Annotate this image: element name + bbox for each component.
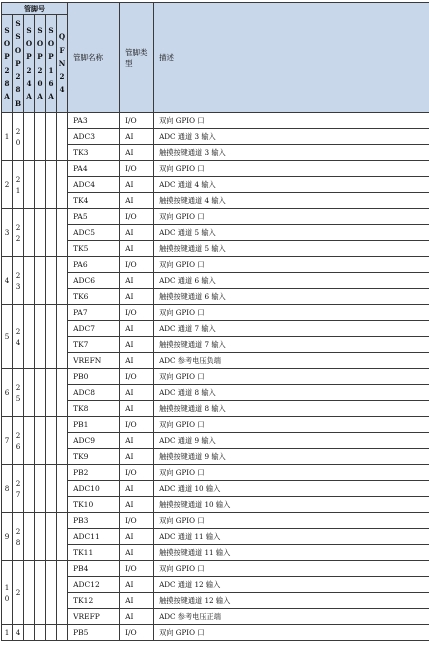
pin-type: AI xyxy=(120,529,154,545)
pin-sop20a xyxy=(35,161,46,209)
pin-sop28a xyxy=(2,305,13,369)
pin-type: AI xyxy=(120,497,154,513)
pin-sop28a-value: 3 xyxy=(4,228,10,237)
pin-sop16a xyxy=(46,209,57,257)
pin-sop28a xyxy=(2,417,13,465)
pin-qfn24 xyxy=(57,625,68,641)
table-row xyxy=(2,417,429,433)
package-header-ssop28b xyxy=(13,15,24,113)
pin-sop24a xyxy=(24,305,35,369)
pin-name: ADC7 xyxy=(68,321,120,337)
pin-ssop28b-value: 2 xyxy=(15,588,21,597)
pin-ssop28b-value: 2 5 xyxy=(15,382,21,403)
pin-qfn24 xyxy=(57,161,68,209)
pin-type: AI xyxy=(120,177,154,193)
pin-name: TK6 xyxy=(68,289,120,305)
pin-name: TK11 xyxy=(68,545,120,561)
pin-type: I/O xyxy=(120,305,154,321)
table-row xyxy=(2,369,429,385)
pin-sop28a xyxy=(2,465,13,513)
pin-name: ADC5 xyxy=(68,225,120,241)
pin-sop28a-value: 1 xyxy=(4,628,10,637)
pin-name: PA6 xyxy=(68,257,120,273)
pin-name: PA4 xyxy=(68,161,120,177)
pin-sop24a xyxy=(24,513,35,561)
pin-sop28a xyxy=(2,113,13,161)
pin-sop16a xyxy=(46,113,57,161)
pin-name: TK5 xyxy=(68,241,120,257)
pin-name-header: 管脚名称 xyxy=(68,3,120,113)
pin-description: 双向 GPIO 口 xyxy=(154,257,429,273)
pin-table-body xyxy=(2,113,429,641)
pin-type-header: 管脚类型 xyxy=(120,3,154,113)
pin-sop20a xyxy=(35,257,46,305)
pin-ssop28b xyxy=(13,161,24,209)
pin-name: ADC9 xyxy=(68,433,120,449)
pin-description: 双向 GPIO 口 xyxy=(154,561,429,577)
pin-ssop28b-value: 2 2 xyxy=(15,222,21,243)
pin-sop20a xyxy=(35,209,46,257)
pin-sop28a-value: 1 0 xyxy=(4,582,10,603)
pin-name: PB2 xyxy=(68,465,120,481)
pin-description: 双向 GPIO 口 xyxy=(154,625,429,641)
pin-sop24a xyxy=(24,113,35,161)
pin-sop28a-value: 6 xyxy=(4,388,10,397)
pin-ssop28b xyxy=(13,209,24,257)
pin-sop20a xyxy=(35,417,46,465)
pin-type: AI xyxy=(120,145,154,161)
pin-sop16a xyxy=(46,417,57,465)
pin-type: AI xyxy=(120,321,154,337)
pin-type: AI xyxy=(120,225,154,241)
pin-type: AI xyxy=(120,353,154,369)
pin-description: 触摸按键通道 8 输入 xyxy=(154,401,429,417)
pin-type: AI xyxy=(120,577,154,593)
pin-name: TK7 xyxy=(68,337,120,353)
pin-sop28a xyxy=(2,161,13,209)
pin-name: ADC11 xyxy=(68,529,120,545)
pin-sop16a xyxy=(46,625,57,641)
pin-qfn24 xyxy=(57,113,68,161)
pin-description: 触摸按键通道 10 输入 xyxy=(154,497,429,513)
pin-description: ADC 通道 12 输入 xyxy=(154,577,429,593)
pin-sop24a xyxy=(24,161,35,209)
pin-type: I/O xyxy=(120,113,154,129)
pin-description: ADC 通道 11 输入 xyxy=(154,529,429,545)
table-row xyxy=(2,561,429,577)
pin-type: I/O xyxy=(120,257,154,273)
pin-description: 触摸按键通道 3 输入 xyxy=(154,145,429,161)
pin-name: VREFP xyxy=(68,609,120,625)
pin-ssop28b xyxy=(13,417,24,465)
pin-sop24a xyxy=(24,257,35,305)
pin-description: ADC 通道 4 输入 xyxy=(154,177,429,193)
pin-description: 触摸按键通道 9 输入 xyxy=(154,449,429,465)
table-row xyxy=(2,113,429,129)
pin-type: AI xyxy=(120,449,154,465)
pin-sop20a xyxy=(35,369,46,417)
pin-qfn24 xyxy=(57,417,68,465)
pin-qfn24 xyxy=(57,465,68,513)
pin-ssop28b-value: 2 1 xyxy=(15,174,21,195)
pin-description: 双向 GPIO 口 xyxy=(154,113,429,129)
pin-description: ADC 通道 3 输入 xyxy=(154,129,429,145)
pin-name: ADC8 xyxy=(68,385,120,401)
pin-type: I/O xyxy=(120,417,154,433)
pin-sop20a xyxy=(35,625,46,641)
pin-type: I/O xyxy=(120,625,154,641)
pin-name: PA5 xyxy=(68,209,120,225)
pin-type: I/O xyxy=(120,561,154,577)
package-header-sop20a xyxy=(35,15,46,113)
pin-sop24a xyxy=(24,417,35,465)
pin-description: ADC 通道 6 输入 xyxy=(154,273,429,289)
pin-name: PA7 xyxy=(68,305,120,321)
pin-sop28a xyxy=(2,625,13,641)
pin-name: PB3 xyxy=(68,513,120,529)
pin-type: I/O xyxy=(120,161,154,177)
pin-sop24a xyxy=(24,209,35,257)
pin-sop20a xyxy=(35,465,46,513)
pin-sop16a xyxy=(46,369,57,417)
pin-sop16a xyxy=(46,561,57,625)
table-row xyxy=(2,305,429,321)
pin-type: I/O xyxy=(120,369,154,385)
pin-sop28a-value: 2 xyxy=(4,180,10,189)
pin-ssop28b xyxy=(13,561,24,625)
package-label: S O P 1 6 A xyxy=(47,25,55,101)
pin-description: ADC 通道 8 输入 xyxy=(154,385,429,401)
pin-sop24a xyxy=(24,369,35,417)
pin-name: PB5 xyxy=(68,625,120,641)
pin-type: AI xyxy=(120,273,154,289)
pin-sop28a xyxy=(2,257,13,305)
pin-number-group-header: 管脚号 xyxy=(2,3,68,15)
pin-type: I/O xyxy=(120,209,154,225)
pin-description: 触摸按键通道 7 输入 xyxy=(154,337,429,353)
pin-sop28a-value: 5 xyxy=(4,332,10,341)
pin-description: 双向 GPIO 口 xyxy=(154,161,429,177)
pin-name: TK8 xyxy=(68,401,120,417)
pin-ssop28b xyxy=(13,305,24,369)
table-row xyxy=(2,161,429,177)
table-row xyxy=(2,465,429,481)
pin-name: PB0 xyxy=(68,369,120,385)
pin-ssop28b-value: 2 6 xyxy=(15,430,21,451)
pin-type: I/O xyxy=(120,513,154,529)
pin-description: 触摸按键通道 12 输入 xyxy=(154,593,429,609)
pin-description: ADC 通道 5 输入 xyxy=(154,225,429,241)
pin-name: ADC4 xyxy=(68,177,120,193)
package-label: S O P 2 8 A xyxy=(3,25,11,101)
pin-ssop28b xyxy=(13,625,24,641)
pin-qfn24 xyxy=(57,305,68,369)
pin-description: 触摸按键通道 5 输入 xyxy=(154,241,429,257)
pin-sop16a xyxy=(46,465,57,513)
pin-name: PA3 xyxy=(68,113,120,129)
pin-type: AI xyxy=(120,385,154,401)
pin-sop20a xyxy=(35,561,46,625)
pin-description: ADC 参考电压正端 xyxy=(154,609,429,625)
pin-qfn24 xyxy=(57,369,68,417)
pin-type: AI xyxy=(120,433,154,449)
package-header-sop16a xyxy=(46,15,57,113)
table-row xyxy=(2,257,429,273)
pin-type: AI xyxy=(120,593,154,609)
pin-description: 触摸按键通道 6 输入 xyxy=(154,289,429,305)
pin-sop28a xyxy=(2,561,13,625)
pin-qfn24 xyxy=(57,561,68,625)
pin-qfn24 xyxy=(57,257,68,305)
pin-type: AI xyxy=(120,401,154,417)
pin-name: TK3 xyxy=(68,145,120,161)
pin-sop16a xyxy=(46,161,57,209)
pin-sop28a-value: 1 xyxy=(4,132,10,141)
pin-description: 触摸按键通道 4 输入 xyxy=(154,193,429,209)
pin-table xyxy=(1,2,429,641)
pin-name: ADC12 xyxy=(68,577,120,593)
pin-description: 双向 GPIO 口 xyxy=(154,417,429,433)
pin-description: 双向 GPIO 口 xyxy=(154,209,429,225)
pin-type: AI xyxy=(120,193,154,209)
pin-description: 双向 GPIO 口 xyxy=(154,513,429,529)
pin-description: 双向 GPIO 口 xyxy=(154,369,429,385)
pin-type: I/O xyxy=(120,465,154,481)
pin-sop20a xyxy=(35,113,46,161)
package-label: S O P 2 0 A xyxy=(36,25,44,101)
description-header: 描述 xyxy=(154,3,429,113)
pin-sop20a xyxy=(35,305,46,369)
pin-sop28a-value: 8 xyxy=(4,484,10,493)
pin-type: AI xyxy=(120,481,154,497)
pin-sop28a xyxy=(2,369,13,417)
pin-type: AI xyxy=(120,129,154,145)
table-row xyxy=(2,625,429,641)
pin-name: TK9 xyxy=(68,449,120,465)
pin-sop16a xyxy=(46,257,57,305)
pin-description: ADC 参考电压负端 xyxy=(154,353,429,369)
pin-name: VREFN xyxy=(68,353,120,369)
table-row xyxy=(2,513,429,529)
pin-type: AI xyxy=(120,337,154,353)
package-label: S S O P 2 8 B xyxy=(14,19,22,108)
pin-ssop28b-value: 2 4 xyxy=(15,326,21,347)
pin-type: AI xyxy=(120,545,154,561)
pin-name: PB1 xyxy=(68,417,120,433)
pin-ssop28b-value: 2 0 xyxy=(15,126,21,147)
pin-name: TK4 xyxy=(68,193,120,209)
pin-sop20a xyxy=(35,513,46,561)
pin-name: ADC10 xyxy=(68,481,120,497)
pin-type: AI xyxy=(120,241,154,257)
pin-ssop28b xyxy=(13,257,24,305)
pin-sop28a xyxy=(2,513,13,561)
pin-sop16a xyxy=(46,305,57,369)
package-header-sop24a xyxy=(24,15,35,113)
pin-ssop28b-value: 2 7 xyxy=(15,478,21,499)
pin-sop28a-value: 9 xyxy=(4,532,10,541)
pin-name: TK12 xyxy=(68,593,120,609)
pin-description: ADC 通道 9 输入 xyxy=(154,433,429,449)
pin-ssop28b-value: 2 8 xyxy=(15,526,21,547)
pin-description: 双向 GPIO 口 xyxy=(154,305,429,321)
pin-sop24a xyxy=(24,625,35,641)
pin-sop24a xyxy=(24,561,35,625)
pin-description: 双向 GPIO 口 xyxy=(154,465,429,481)
pin-ssop28b-value: 4 xyxy=(15,628,21,637)
pin-ssop28b xyxy=(13,113,24,161)
pin-name: TK10 xyxy=(68,497,120,513)
pin-sop28a-value: 4 xyxy=(4,276,10,285)
pin-qfn24 xyxy=(57,513,68,561)
pin-name: ADC3 xyxy=(68,129,120,145)
pin-ssop28b-value: 2 3 xyxy=(15,270,21,291)
package-label: S O P 2 4 A xyxy=(25,25,33,101)
pin-name: PB4 xyxy=(68,561,120,577)
pin-ssop28b xyxy=(13,465,24,513)
package-label: Q F N 2 4 xyxy=(58,32,66,95)
pin-type: AI xyxy=(120,609,154,625)
pin-description: ADC 通道 10 输入 xyxy=(154,481,429,497)
pin-ssop28b xyxy=(13,369,24,417)
pin-qfn24 xyxy=(57,209,68,257)
pin-sop28a-value: 7 xyxy=(4,436,10,445)
table-row xyxy=(2,209,429,225)
pin-name: ADC6 xyxy=(68,273,120,289)
package-header-qfn24 xyxy=(57,15,68,113)
pin-ssop28b xyxy=(13,513,24,561)
pin-sop16a xyxy=(46,513,57,561)
pin-type: AI xyxy=(120,289,154,305)
pin-sop24a xyxy=(24,465,35,513)
pin-description: ADC 通道 7 输入 xyxy=(154,321,429,337)
pin-sop28a xyxy=(2,209,13,257)
package-header-sop28a xyxy=(2,15,13,113)
pin-description: 触摸按键通道 11 输入 xyxy=(154,545,429,561)
